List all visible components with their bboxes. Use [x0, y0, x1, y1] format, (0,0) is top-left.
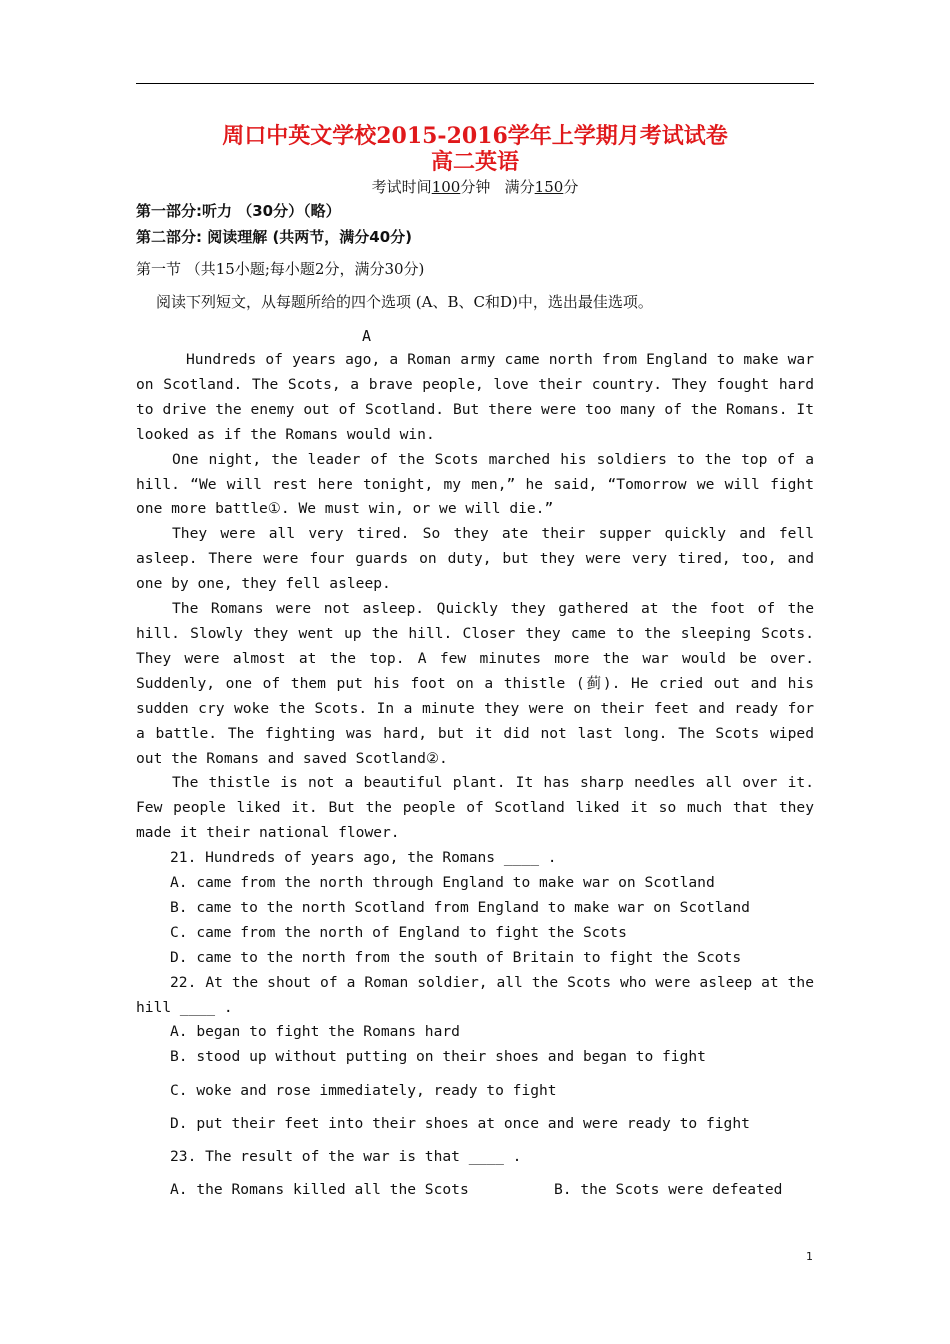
passage-paragraph: The Romans were not asleep. Quickly they gathered at the foot of the hill. Slowly they went up the hill. Closer they came to the sleeping Scots. They were almost at the top. A few minutes more the war would be over. Suddenly, one of them put his foot on a thistle (蓟). He cried out and his sudden cry woke the Scots. In a minute they were on their feet and ready for a battle. The fighting was hard, but it did not last long. The Scots wiped out the Romans and saved Scotland②.: [136, 600, 814, 767]
question-22-option-b: B. stood up without putting on their shoes and began to fight: [170, 1048, 706, 1066]
question-23-stem: 23. The result of the war is that ____ .: [170, 1147, 522, 1165]
question-21-stem: 21. Hundreds of years ago, the Romans ____ .: [170, 849, 557, 867]
exam-time-value: 100: [431, 178, 461, 196]
passage-paragraph: They were all very tired. So they ate their supper quickly and fell asleep. There were four guards on duty, but they were very tired, too, and one by one, they fell asleep.: [136, 525, 814, 593]
question-21-option-c: C. came from the north of England to fight the Scots: [170, 923, 627, 941]
question-22-option-d: D. put their feet into their shoes at once and were ready to fight: [170, 1114, 750, 1132]
exam-subject: 高二英语: [430, 149, 519, 175]
part-2-heading: 第二部分: 阅读理解 (共两节，满分40分): [136, 228, 413, 246]
passage-body: [136, 348, 814, 1203]
exam-title: 周口中英文学校2015-2016学年上学期月考试试卷: [222, 123, 728, 149]
score-value: 150: [534, 178, 564, 196]
question-22-stem: 22. At the shout of a Roman soldier, all the Scots who were asleep at the hill ____ .: [136, 973, 814, 1016]
instruction-text: 阅读下列短文，从每题所给的四个选项 (A、B、C和D)中，选出最佳选项。: [156, 293, 653, 311]
question-23-option-b: B. the Scots were defeated: [554, 1181, 783, 1199]
passage-paragraph: One night, the leader of the Scots marched his soldiers to the top of a hill. “We will rest here tonight, my men,” he said, “Tomorrow we will fight one more battle①. We must win, or we will die.”: [136, 450, 814, 518]
question-23-option-a: A. the Romans killed all the Scots: [170, 1181, 469, 1199]
exam-time-unit: 分钟: [460, 178, 491, 196]
question-22-option-a: A. began to fight the Romans hard: [170, 1023, 460, 1041]
question-22-option-c: C. woke and rose immediately, ready to fight: [170, 1081, 557, 1099]
passage-paragraph: Hundreds of years ago, a Roman army came north from England to make war on Scotland. The Scots, a brave people, love their country. They fought hard to drive the enemy out of Scotland. But there were too many of the Romans. It looked as if the Romans would win.: [136, 351, 814, 443]
question-21-option-a: A. came from the north through England to make war on Scotland: [170, 874, 715, 892]
question-21-option-d: D. came to the north from the south of Britain to fight the Scots: [170, 948, 742, 966]
score-label: 满分: [504, 178, 535, 196]
top-rule: [136, 83, 814, 84]
exam-info: [0, 177, 950, 197]
page-number: 1: [806, 1250, 813, 1263]
passage-paragraph: The thistle is not a beautiful plant. It has sharp needles all over it. Few people liked it. But the people of Scotland liked it so much that they made it their national flower.: [136, 774, 814, 842]
section-1-heading: 第一节 （共15小题;每小题2分，满分30分): [136, 260, 425, 278]
passage-label: A: [362, 327, 372, 345]
score-unit: 分: [563, 178, 579, 196]
question-23-options: [136, 1178, 814, 1203]
question-21-option-b: B. came to the north Scotland from England to make war on Scotland: [170, 898, 750, 916]
exam-time-label: 考试时间: [371, 178, 432, 196]
part-1-heading: 第一部分:听力 （30分）（略）: [136, 202, 341, 220]
